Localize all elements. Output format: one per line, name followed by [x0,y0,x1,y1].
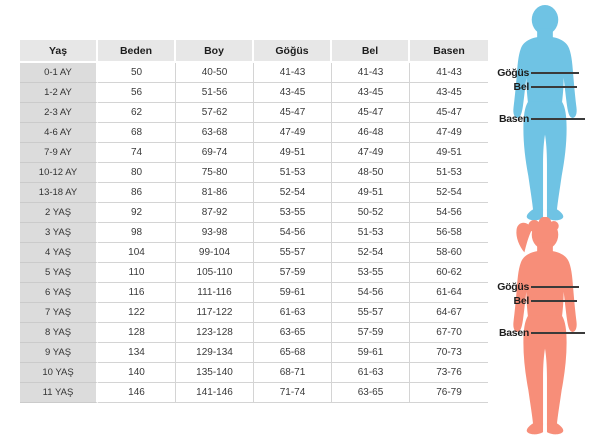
table-cell: 43-45 [254,83,332,103]
table-cell: 67-70 [410,323,488,343]
column-header: Göğüs [254,40,332,63]
table-cell: 56 [98,83,176,103]
table-cell: 111-116 [176,283,254,303]
table-cell: 47-49 [332,143,410,163]
table-cell: 129-134 [176,343,254,363]
table-row [20,203,488,223]
table-cell: 47-49 [410,123,488,143]
table-cell: 51-56 [176,83,254,103]
table-row [20,103,488,123]
girl-chest-measure [491,280,579,293]
column-header: Yaş [20,40,98,63]
table-cell: 63-65 [332,383,410,403]
size-chart-table [20,40,488,403]
table-cell: 99-104 [176,243,254,263]
girl-hip-label: Basen [498,326,529,339]
table-cell: 52-54 [332,243,410,263]
table-cell: 45-47 [332,103,410,123]
table-cell: 117-122 [176,303,254,323]
table-cell: 49-51 [410,143,488,163]
table-cell: 104 [98,243,176,263]
table-row [20,83,488,103]
table-cell: 55-57 [254,243,332,263]
table-cell: 70-73 [410,343,488,363]
table-cell: 51-53 [332,223,410,243]
table-cell: 134 [98,343,176,363]
row-header: 4-6 AY [20,123,98,143]
boy-chest-label: Göğüs [497,66,529,79]
boy-hip-measure [491,112,585,125]
table-cell: 65-68 [254,343,332,363]
table-cell: 48-50 [332,163,410,183]
row-header: 0-1 AY [20,63,98,83]
table-cell: 146 [98,383,176,403]
table-cell: 51-53 [254,163,332,183]
row-header: 5 YAŞ [20,263,98,283]
table-cell: 61-64 [410,283,488,303]
table-cell: 40-50 [176,63,254,83]
table-row [20,263,488,283]
row-header: 1-2 AY [20,83,98,103]
table-cell: 53-55 [254,203,332,223]
table-cell: 98 [98,223,176,243]
table-cell: 76-79 [410,383,488,403]
table-cell: 57-59 [254,263,332,283]
table-cell: 80 [98,163,176,183]
table-cell: 41-43 [332,63,410,83]
table-cell: 140 [98,363,176,383]
table-cell: 68-71 [254,363,332,383]
table-cell: 135-140 [176,363,254,383]
row-header: 11 YAŞ [20,383,98,403]
table-cell: 59-61 [254,283,332,303]
boy-waist-measure [491,80,577,93]
table-cell: 86 [98,183,176,203]
row-header: 6 YAŞ [20,283,98,303]
table-cell: 75-80 [176,163,254,183]
table-cell: 61-63 [254,303,332,323]
table-cell: 54-56 [254,223,332,243]
table-row [20,183,488,203]
table-row [20,383,488,403]
girl-chest-label: Göğüs [497,280,529,293]
table-cell: 59-61 [332,343,410,363]
column-header: Beden [98,40,176,63]
column-header: Boy [176,40,254,63]
table-cell: 50 [98,63,176,83]
table-cell: 46-48 [332,123,410,143]
boy-chest-line [531,72,579,74]
table-cell: 47-49 [254,123,332,143]
table-header-row [20,40,488,63]
table-cell: 60-62 [410,263,488,283]
table-cell: 69-74 [176,143,254,163]
girl-waist-measure [491,294,577,307]
row-header: 2 YAŞ [20,203,98,223]
column-header: Basen [410,40,488,63]
table-cell: 52-54 [254,183,332,203]
table-row [20,283,488,303]
row-header: 10 YAŞ [20,363,98,383]
row-header: 2-3 AY [20,103,98,123]
table-cell: 57-62 [176,103,254,123]
table-cell: 63-68 [176,123,254,143]
table-cell: 68 [98,123,176,143]
girl-chest-line [531,286,579,288]
table-cell: 141-146 [176,383,254,403]
row-header: 4 YAŞ [20,243,98,263]
table-cell: 61-63 [332,363,410,383]
table-cell: 81-86 [176,183,254,203]
boy-waist-label: Bel [513,80,529,93]
table-cell: 52-54 [410,183,488,203]
boy-chest-measure [491,66,579,79]
table-row [20,143,488,163]
table-cell: 41-43 [254,63,332,83]
boy-hip-label: Basen [498,112,529,125]
row-header: 9 YAŞ [20,343,98,363]
table-cell: 53-55 [332,263,410,283]
girl-waist-line [531,300,577,302]
boy-waist-line [531,86,577,88]
table-cell: 105-110 [176,263,254,283]
table-cell: 54-56 [332,283,410,303]
table-cell: 122 [98,303,176,323]
row-header: 10-12 AY [20,163,98,183]
table-cell: 93-98 [176,223,254,243]
table-row [20,163,488,183]
table-row [20,63,488,83]
table-cell: 49-51 [254,143,332,163]
girl-waist-label: Bel [513,294,529,307]
table-cell: 92 [98,203,176,223]
table-cell: 51-53 [410,163,488,183]
table-cell: 45-47 [410,103,488,123]
table-cell: 55-57 [332,303,410,323]
table-cell: 87-92 [176,203,254,223]
row-header: 3 YAŞ [20,223,98,243]
table-cell: 45-47 [254,103,332,123]
table-row [20,303,488,323]
table-row [20,343,488,363]
table-cell: 71-74 [254,383,332,403]
table-cell: 110 [98,263,176,283]
girl-hip-measure [491,326,585,339]
table-cell: 58-60 [410,243,488,263]
table-cell: 57-59 [332,323,410,343]
table-cell: 74 [98,143,176,163]
row-header: 7 YAŞ [20,303,98,323]
table-cell: 62 [98,103,176,123]
row-header: 13-18 AY [20,183,98,203]
row-header: 7-9 AY [20,143,98,163]
table-cell: 43-45 [332,83,410,103]
girl-hip-line [531,332,585,334]
table-body [20,63,488,403]
boy-hip-line [531,118,585,120]
table-cell: 123-128 [176,323,254,343]
table-row [20,123,488,143]
table-cell: 50-52 [332,203,410,223]
table-row [20,363,488,383]
table-cell: 49-51 [332,183,410,203]
table-cell: 128 [98,323,176,343]
table-row [20,323,488,343]
table-cell: 64-67 [410,303,488,323]
table-cell: 43-45 [410,83,488,103]
table-cell: 73-76 [410,363,488,383]
table-cell: 41-43 [410,63,488,83]
column-header: Bel [332,40,410,63]
table-row [20,223,488,243]
table-cell: 63-65 [254,323,332,343]
table-cell: 54-56 [410,203,488,223]
table-cell: 116 [98,283,176,303]
row-header: 8 YAŞ [20,323,98,343]
table-row [20,243,488,263]
header-row [20,40,488,63]
table-cell: 56-58 [410,223,488,243]
